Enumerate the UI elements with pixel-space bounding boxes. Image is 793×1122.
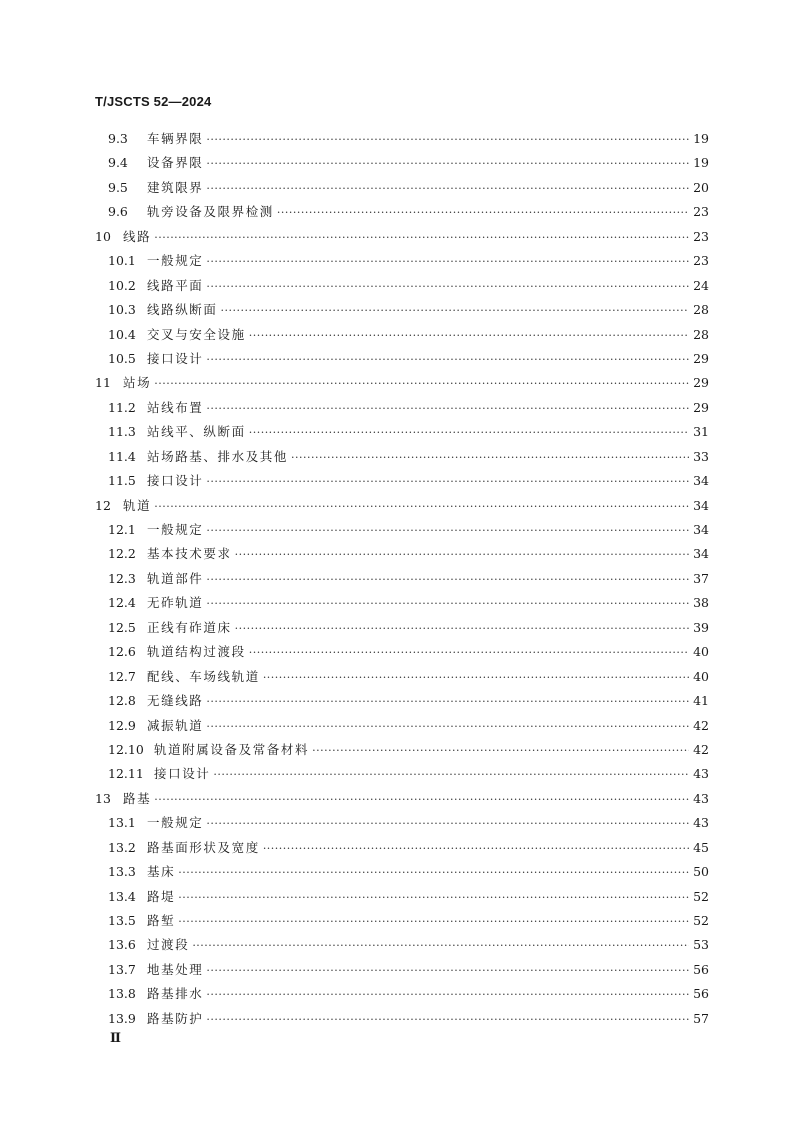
- toc-entry[interactable]: [95, 542, 709, 566]
- toc-entry[interactable]: [95, 494, 709, 518]
- dot-leader: [206, 568, 689, 592]
- dot-leader: [206, 470, 689, 494]
- dot-leader: [221, 299, 689, 323]
- dot-leader: [178, 861, 689, 885]
- page-number-footer: Ⅱ: [110, 1031, 121, 1046]
- toc-entry-number: 12.9: [108, 717, 136, 733]
- toc-entry-title: 路基面形状及宽度: [147, 839, 260, 855]
- toc-entry-page: 28: [693, 302, 709, 318]
- dot-leader: [206, 250, 689, 274]
- toc-entry-title: 线路平面: [147, 277, 204, 293]
- toc-entry-number: 11.4: [108, 448, 136, 464]
- toc-entry-page: 31: [693, 424, 709, 440]
- toc-entry-page: 34: [693, 546, 709, 562]
- dot-leader: [154, 495, 689, 519]
- toc-entry-page: 29: [693, 350, 709, 366]
- toc-entry-number: 10.1: [108, 253, 136, 269]
- toc-entry-title: 线路: [123, 228, 152, 244]
- toc-entry-title: 一般规定: [147, 815, 204, 831]
- toc-entry[interactable]: [95, 176, 709, 200]
- toc-entry-title: 正线有砟道床: [147, 619, 232, 635]
- toc-entry-number: 12.2: [108, 546, 136, 562]
- toc-entry-page: 34: [693, 473, 709, 489]
- toc-entry-page: 19: [693, 131, 709, 146]
- toc-entry[interactable]: [95, 665, 709, 689]
- toc-entry[interactable]: [95, 347, 709, 371]
- toc-entry-title: 接口设计: [154, 766, 211, 782]
- toc-entry[interactable]: [95, 933, 709, 957]
- toc-entry-title: 站线布置: [147, 399, 204, 415]
- dot-leader: [249, 421, 689, 445]
- toc-entry[interactable]: [95, 469, 709, 493]
- toc-entry-title: 基床: [147, 864, 176, 880]
- dot-leader: [263, 837, 689, 861]
- table-of-contents: [95, 127, 709, 1031]
- toc-entry-page: 38: [693, 595, 709, 611]
- toc-entry-page: 29: [693, 375, 709, 391]
- toc-entry-number: 11.5: [108, 473, 136, 489]
- toc-entry-number: 9.6: [108, 204, 128, 220]
- toc-entry[interactable]: [95, 298, 709, 322]
- toc-entry-number: 9.3: [108, 131, 128, 146]
- toc-entry-number: 10: [95, 228, 111, 244]
- toc-entry-page: 28: [693, 326, 709, 342]
- toc-entry-page: 57: [693, 1010, 709, 1026]
- toc-entry-number: 13.6: [108, 937, 136, 953]
- toc-entry[interactable]: [95, 225, 709, 249]
- toc-entry-number: 10.4: [108, 326, 136, 342]
- toc-entry-title: 交叉与安全设施: [147, 326, 246, 342]
- toc-entry[interactable]: [95, 1007, 709, 1031]
- toc-entry-page: 39: [693, 619, 709, 635]
- toc-entry[interactable]: [95, 249, 709, 273]
- toc-entry-title: 轨旁设备及限界检测: [147, 204, 274, 220]
- dot-leader: [206, 812, 689, 836]
- dot-leader: [192, 934, 689, 958]
- toc-entry-number: 12.3: [108, 570, 136, 586]
- toc-entry-number: 13.8: [108, 986, 136, 1002]
- toc-entry-title: 路基排水: [147, 986, 204, 1002]
- toc-entry-page: 50: [693, 864, 709, 880]
- dot-leader: [154, 372, 689, 396]
- toc-entry[interactable]: [95, 518, 709, 542]
- toc-entry-number: 12.10: [108, 741, 144, 757]
- toc-entry-page: 20: [693, 179, 709, 195]
- toc-entry[interactable]: [95, 567, 709, 591]
- dot-leader: [154, 226, 689, 250]
- toc-entry-page: 43: [693, 790, 709, 806]
- toc-entry-title: 车辆界限: [147, 131, 204, 146]
- toc-entry-title: 轨道结构过渡段: [147, 644, 246, 660]
- toc-entry-number: 10.2: [108, 277, 136, 293]
- dot-leader: [249, 324, 689, 348]
- toc-entry-page: 42: [693, 717, 709, 733]
- toc-entry[interactable]: [95, 200, 709, 224]
- toc-entry-page: 43: [693, 766, 709, 782]
- toc-entry-title: 过渡段: [147, 937, 190, 953]
- toc-entry-title: 配线、车场线轨道: [147, 668, 260, 684]
- toc-entry-number: 11.2: [108, 399, 136, 415]
- dot-leader: [235, 543, 689, 567]
- toc-entry-number: 13.7: [108, 961, 136, 977]
- toc-entry-page: 45: [693, 839, 709, 855]
- toc-entry[interactable]: [95, 151, 709, 175]
- toc-entry-page: 40: [693, 668, 709, 684]
- dot-leader: [206, 275, 689, 299]
- toc-entry[interactable]: [95, 909, 709, 933]
- toc-entry[interactable]: [95, 860, 709, 884]
- dot-leader: [235, 617, 689, 641]
- toc-entry-number: 11: [95, 375, 111, 391]
- toc-entry-number: 13.9: [108, 1010, 136, 1026]
- toc-entry-number: 12.11: [108, 766, 144, 782]
- toc-entry[interactable]: [95, 762, 709, 786]
- toc-entry[interactable]: [95, 885, 709, 909]
- toc-entry-title: 一般规定: [147, 522, 204, 537]
- dot-leader: [178, 910, 689, 934]
- toc-entry-number: 9.4: [108, 155, 128, 171]
- dot-leader: [206, 177, 689, 201]
- toc-entry[interactable]: [95, 738, 709, 762]
- toc-entry-title: 减振轨道: [147, 717, 204, 733]
- dot-leader: [277, 201, 689, 225]
- dot-leader: [263, 666, 689, 690]
- toc-entry-title: 站场: [123, 375, 152, 391]
- toc-entry-page: 34: [693, 522, 709, 537]
- toc-entry-title: 无砟轨道: [147, 595, 204, 611]
- toc-entry-page: 42: [693, 741, 709, 757]
- toc-entry-title: 轨道部件: [147, 570, 204, 586]
- toc-entry[interactable]: [95, 127, 709, 151]
- dot-leader: [206, 983, 689, 1007]
- dot-leader: [206, 348, 689, 372]
- document-code-header: T/JSCTS 52—2024: [95, 94, 212, 109]
- toc-entry-page: 40: [693, 644, 709, 660]
- toc-entry[interactable]: [95, 371, 709, 395]
- toc-entry[interactable]: [95, 714, 709, 738]
- toc-entry-title: 路基防护: [147, 1010, 204, 1026]
- toc-entry[interactable]: [95, 982, 709, 1006]
- toc-entry-number: 10.3: [108, 302, 136, 318]
- toc-entry-page: 33: [693, 448, 709, 464]
- toc-entry[interactable]: [95, 811, 709, 835]
- dot-leader: [206, 959, 689, 983]
- dot-leader: [206, 715, 689, 739]
- toc-entry-title: 一般规定: [147, 253, 204, 269]
- toc-entry-page: 34: [693, 497, 709, 513]
- dot-leader: [206, 152, 689, 176]
- toc-entry-page: 53: [693, 937, 709, 953]
- toc-entry-number: 13.3: [108, 864, 136, 880]
- toc-entry-number: 12.7: [108, 668, 136, 684]
- toc-entry-page: 23: [693, 204, 709, 220]
- dot-leader: [249, 641, 689, 665]
- toc-entry-page: 43: [693, 815, 709, 831]
- toc-entry-page: 52: [693, 913, 709, 928]
- dot-leader: [206, 1008, 689, 1032]
- dot-leader: [206, 592, 689, 616]
- toc-entry-title: 接口设计: [147, 473, 204, 489]
- toc-entry[interactable]: [95, 787, 709, 811]
- toc-entry[interactable]: [95, 420, 709, 444]
- toc-entry-number: 13.2: [108, 839, 136, 855]
- toc-entry[interactable]: [95, 396, 709, 420]
- toc-entry-title: 路堑: [147, 913, 176, 928]
- toc-entry-page: 56: [693, 961, 709, 977]
- toc-entry-number: 10.5: [108, 350, 136, 366]
- toc-entry-number: 11.3: [108, 424, 136, 440]
- toc-entry[interactable]: [95, 616, 709, 640]
- toc-entry-number: 13: [95, 790, 111, 806]
- toc-entry-number: 12.6: [108, 644, 136, 660]
- dot-leader: [154, 788, 689, 812]
- dot-leader: [206, 397, 689, 421]
- dot-leader: [206, 690, 689, 714]
- dot-leader: [291, 446, 689, 470]
- toc-entry-page: 37: [693, 570, 709, 586]
- toc-entry-page: 56: [693, 986, 709, 1002]
- toc-entry-page: 23: [693, 253, 709, 269]
- toc-entry-title: 站线平、纵断面: [147, 424, 246, 440]
- toc-entry-page: 29: [693, 399, 709, 415]
- dot-leader: [206, 128, 689, 152]
- toc-entry-number: 12.8: [108, 693, 136, 709]
- toc-entry-title: 轨道: [123, 497, 152, 513]
- toc-entry-page: 52: [693, 888, 709, 904]
- toc-entry-number: 13.4: [108, 888, 136, 904]
- toc-entry-number: 13.1: [108, 815, 136, 831]
- toc-entry-number: 12: [95, 497, 111, 513]
- toc-entry-number: 12.5: [108, 619, 136, 635]
- toc-entry-page: 19: [693, 155, 709, 171]
- dot-leader: [178, 886, 689, 910]
- dot-leader: [213, 763, 689, 787]
- toc-entry-number: 9.5: [108, 179, 128, 195]
- toc-entry-title: 设备界限: [147, 155, 204, 171]
- toc-entry-title: 轨道附属设备及常备材料: [154, 741, 310, 757]
- toc-entry-title: 无缝线路: [147, 693, 204, 709]
- toc-entry[interactable]: [95, 323, 709, 347]
- toc-entry[interactable]: [95, 689, 709, 713]
- toc-entry[interactable]: [95, 274, 709, 298]
- dot-leader: [206, 519, 689, 543]
- toc-entry[interactable]: [95, 640, 709, 664]
- toc-entry-page: 41: [693, 693, 709, 709]
- toc-entry-title: 地基处理: [147, 961, 204, 977]
- toc-entry[interactable]: [95, 836, 709, 860]
- toc-entry-title: 线路纵断面: [147, 302, 218, 318]
- toc-entry-title: 路基: [123, 790, 152, 806]
- toc-entry-number: 12.4: [108, 595, 136, 611]
- toc-entry-number: 13.5: [108, 913, 136, 928]
- toc-entry-title: 基本技术要求: [147, 546, 232, 562]
- dot-leader: [312, 739, 689, 763]
- toc-entry-page: 24: [693, 277, 709, 293]
- toc-entry-title: 建筑限界: [147, 179, 204, 195]
- toc-entry-title: 接口设计: [147, 350, 204, 366]
- toc-entry[interactable]: [95, 958, 709, 982]
- toc-entry[interactable]: [95, 445, 709, 469]
- toc-entry-number: 12.1: [108, 522, 136, 537]
- toc-entry[interactable]: [95, 591, 709, 615]
- toc-entry-page: 23: [693, 228, 709, 244]
- toc-entry-title: 站场路基、排水及其他: [147, 448, 289, 464]
- toc-entry-title: 路堤: [147, 888, 176, 904]
